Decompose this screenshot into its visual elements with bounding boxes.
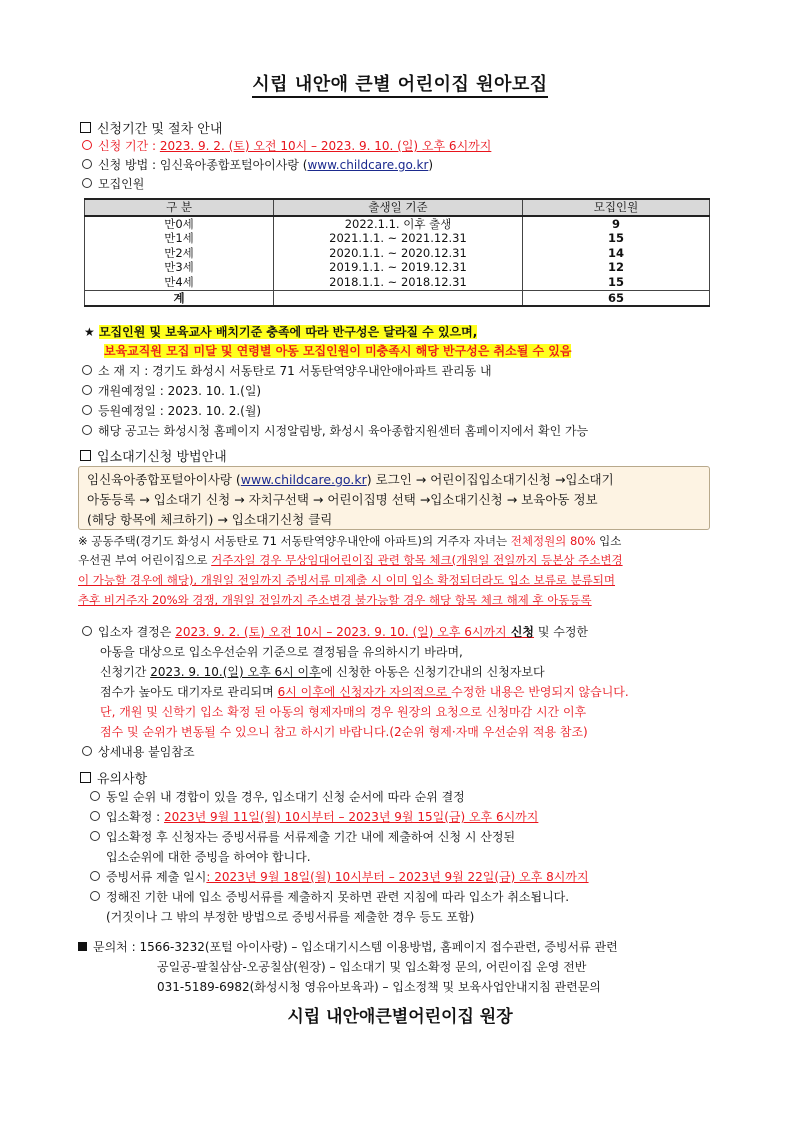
table-cell: 만2세 — [85, 246, 274, 261]
table-total-row — [85, 290, 710, 306]
note-2: 입소확정 : 2023년 9월 11일(월) 10시부터 – 2023년 9월 15일(금) 오후 6시까지 — [90, 808, 538, 825]
table-row — [85, 275, 710, 290]
circle-bullet-icon — [82, 140, 92, 150]
decision-line-5: 단, 개원 및 신학기 입소 확정 된 아동의 형제자매의 경우 원장의 요청으로 신청마감 시간 이후 — [100, 705, 587, 719]
housing-line-4: 추후 비거주자 20%와 경쟁, 개원일 전일까지 주소변경 불가능할 경우 해당 항목 체크 해제 후 아동등록 — [78, 593, 592, 607]
decision-detail: 상세내용 붙임참조 — [82, 743, 195, 760]
page-title: 시립 내안애 큰별 어린이집 원아모집 — [0, 70, 800, 96]
total-label: 계 — [85, 290, 274, 306]
info-posting: 해당 공고는 화성시청 홈페이지 시정알림방, 화성시 육아종합지원센터 홈페이지에서 확인 가능 — [82, 422, 588, 439]
circle-bullet-icon — [90, 891, 100, 901]
info-open-date: 개원예정일 : 2023. 10. 1.(일) — [82, 382, 261, 399]
circle-bullet-icon — [82, 365, 92, 375]
circle-bullet-icon — [82, 178, 92, 188]
housing-line-1: ※ 공동주택(경기도 화성시 서동탄로 71 서동탄역양우내안애 아파트)의 거주자 자녀는 전체정원의 80% 입소 — [78, 534, 622, 548]
director-signature: 시립 내안애큰별어린이집 원장 — [287, 1007, 513, 1027]
note-1: 동일 순위 내 경합이 있을 경우, 입소대기 신청 순서에 따라 순위 결정 — [90, 788, 465, 805]
circle-bullet-icon — [82, 746, 92, 756]
table-cell: 2021.1.1. ~ 2021.12.31 — [274, 231, 523, 246]
recruit-label: 모집인원 — [82, 175, 144, 192]
table-cell: 15 — [523, 275, 710, 290]
section-waitlist-heading: 입소대기신청 방법안내 — [80, 446, 227, 465]
childcare-link[interactable]: www.childcare.go.kr — [240, 472, 367, 487]
decision-line-6: 점수 및 순위가 변동될 수 있으니 참고 하시기 바랍니다.(2순위 형제·자매 우선순위 적용 참조) — [100, 725, 588, 739]
table-cell — [274, 290, 523, 306]
circle-bullet-icon — [82, 385, 92, 395]
star-icon: ★ — [84, 325, 95, 339]
contact-line-2: 공일공-팔칠삼삼-오공칠삼(원장) – 입소대기 및 입소확정 문의, 어린이집 운영 전반 — [157, 960, 587, 974]
circle-bullet-icon — [90, 871, 100, 881]
total-value: 65 — [523, 290, 710, 306]
note-5-line-1: 정해진 기한 내에 입소 증빙서류를 제출하지 못하면 관련 지침에 따라 입소가 취소됩니다. — [90, 888, 569, 905]
header-capacity: 모집인원 — [523, 199, 710, 216]
steps-line-2: 아동등록 → 입소대기 신청 → 자치구선택 → 어린이집명 선택 →입소대기신청 → 보육아동 정보 — [87, 492, 598, 507]
header-birthdate: 출생일 기준 — [274, 199, 523, 216]
table-cell: 15 — [523, 231, 710, 246]
decision-line-1: 입소자 결정은 2023. 9. 2. (토) 오전 10시 – 2023. 9. 10. (일) 오후 6시까지 신청 및 수정한 — [82, 623, 588, 640]
filled-square-bullet-icon — [78, 942, 87, 951]
table-row — [85, 231, 710, 246]
table-cell: 만3세 — [85, 260, 274, 275]
table-cell: 2020.1.1. ~ 2020.12.31 — [274, 246, 523, 261]
table-row — [85, 246, 710, 261]
steps-line-3: (해당 항목에 체크하기) → 입소대기신청 클릭 — [87, 512, 333, 527]
note-5-line-2: (거짓이나 그 밖의 부정한 방법으로 증빙서류를 제출한 경우 등도 포함) — [106, 910, 475, 924]
square-bullet-icon — [80, 450, 91, 461]
square-bullet-icon — [80, 772, 91, 783]
waitlist-steps-box — [78, 466, 710, 530]
table-cell: 만4세 — [85, 275, 274, 290]
circle-bullet-icon — [90, 811, 100, 821]
table-cell: 12 — [523, 260, 710, 275]
note-3-line-2: 입소순위에 대한 증빙을 하여야 합니다. — [106, 850, 311, 864]
section-notes-heading: 유의사항 — [80, 768, 147, 787]
notice-line-2: 보육교직원 모집 미달 및 연령별 아동 모집인원이 미충족시 해당 반구성은 취소될 수 있음 — [104, 344, 572, 358]
table-cell: 만0세 — [85, 216, 274, 232]
circle-bullet-icon — [90, 831, 100, 841]
info-attend-date: 등원예정일 : 2023. 10. 2.(월) — [82, 402, 261, 419]
header-category: 구 분 — [85, 199, 274, 216]
decision-line-4: 점수가 높아도 대기자로 관리되며 6시 이후에 신청자가 자의적으로 수정한 내용은 반영되지 않습니다. — [100, 685, 629, 699]
circle-bullet-icon — [82, 159, 92, 169]
contact-line-1: 문의처 : 1566-3232(포털 아이사랑) – 입소대기시스템 이용방법, 홈페이지 접수관련, 증빙서류 관련 — [78, 938, 618, 955]
childcare-link[interactable]: www.childcare.go.kr — [307, 158, 429, 172]
housing-line-3: 이 가능할 경우에 해당), 개원일 전일까지 증빙서류 미제출 시 이미 입소 확정되더라도 입소 보류로 분류되며 — [78, 573, 616, 587]
circle-bullet-icon — [82, 425, 92, 435]
table-cell: 2022.1.1. 이후 출생 — [274, 216, 523, 232]
application-period: 신청 기간 : 2023. 9. 2. (토) 오전 10시 – 2023. 9. 10. (일) 오후 6시까지 — [82, 137, 491, 154]
circle-bullet-icon — [90, 791, 100, 801]
circle-bullet-icon — [82, 405, 92, 415]
section-application-heading: 신청기간 및 절차 안내 — [80, 118, 222, 137]
square-bullet-icon — [80, 122, 91, 133]
circle-bullet-icon — [82, 626, 92, 636]
recruit-table — [84, 198, 710, 307]
table-cell: 2019.1.1. ~ 2019.12.31 — [274, 260, 523, 275]
decision-line-3: 신청기간 2023. 9. 10.(일) 오후 6시 이후에 신청한 아동은 신청기간내의 신청자보다 — [100, 665, 545, 679]
table-row — [85, 260, 710, 275]
decision-line-2: 아동을 대상으로 입소우선순위 기준으로 결정됨을 유의하시기 바라며, — [100, 645, 463, 659]
housing-line-2: 우선권 부여 어린이집으로 거주자일 경우 무상임대어린이집 관련 항목 체크(개원일 전일까지 등본상 주소변경 — [78, 553, 623, 567]
application-method: 신청 방법 : 임신육아종합포털아이사랑 (www.childcare.go.kr) — [82, 156, 433, 173]
table-cell: 14 — [523, 246, 710, 261]
table-row — [85, 216, 710, 232]
note-4: 증빙서류 제출 일시: 2023년 9월 18일(월) 10시부터 – 2023년 9월 22일(금) 오후 8시까지 — [90, 868, 589, 885]
note-3-line-1: 입소확정 후 신청자는 증빙서류를 서류제출 기간 내에 제출하여 신청 시 산정된 — [90, 828, 515, 845]
notice-line-1: ★ 모집인원 및 보육교사 배치기준 충족에 따라 반구성은 달라질 수 있으며, — [84, 325, 478, 339]
table-header-row — [85, 199, 710, 216]
table-cell: 2018.1.1. ~ 2018.12.31 — [274, 275, 523, 290]
table-cell: 9 — [523, 216, 710, 232]
table-cell: 만1세 — [85, 231, 274, 246]
steps-line-1: 임신육아종합포털아이사랑 (www.childcare.go.kr) 로그인 → 어린이집입소대기신청 →입소대기 — [87, 472, 614, 487]
contact-line-3: 031-5189-6982(화성시청 영유아보육과) – 입소정책 및 보육사업안내지침 관련문의 — [157, 980, 601, 994]
info-address: 소 재 지 : 경기도 화성시 서동탄로 71 서동탄역양우내안애아파트 관리동 내 — [82, 362, 492, 379]
